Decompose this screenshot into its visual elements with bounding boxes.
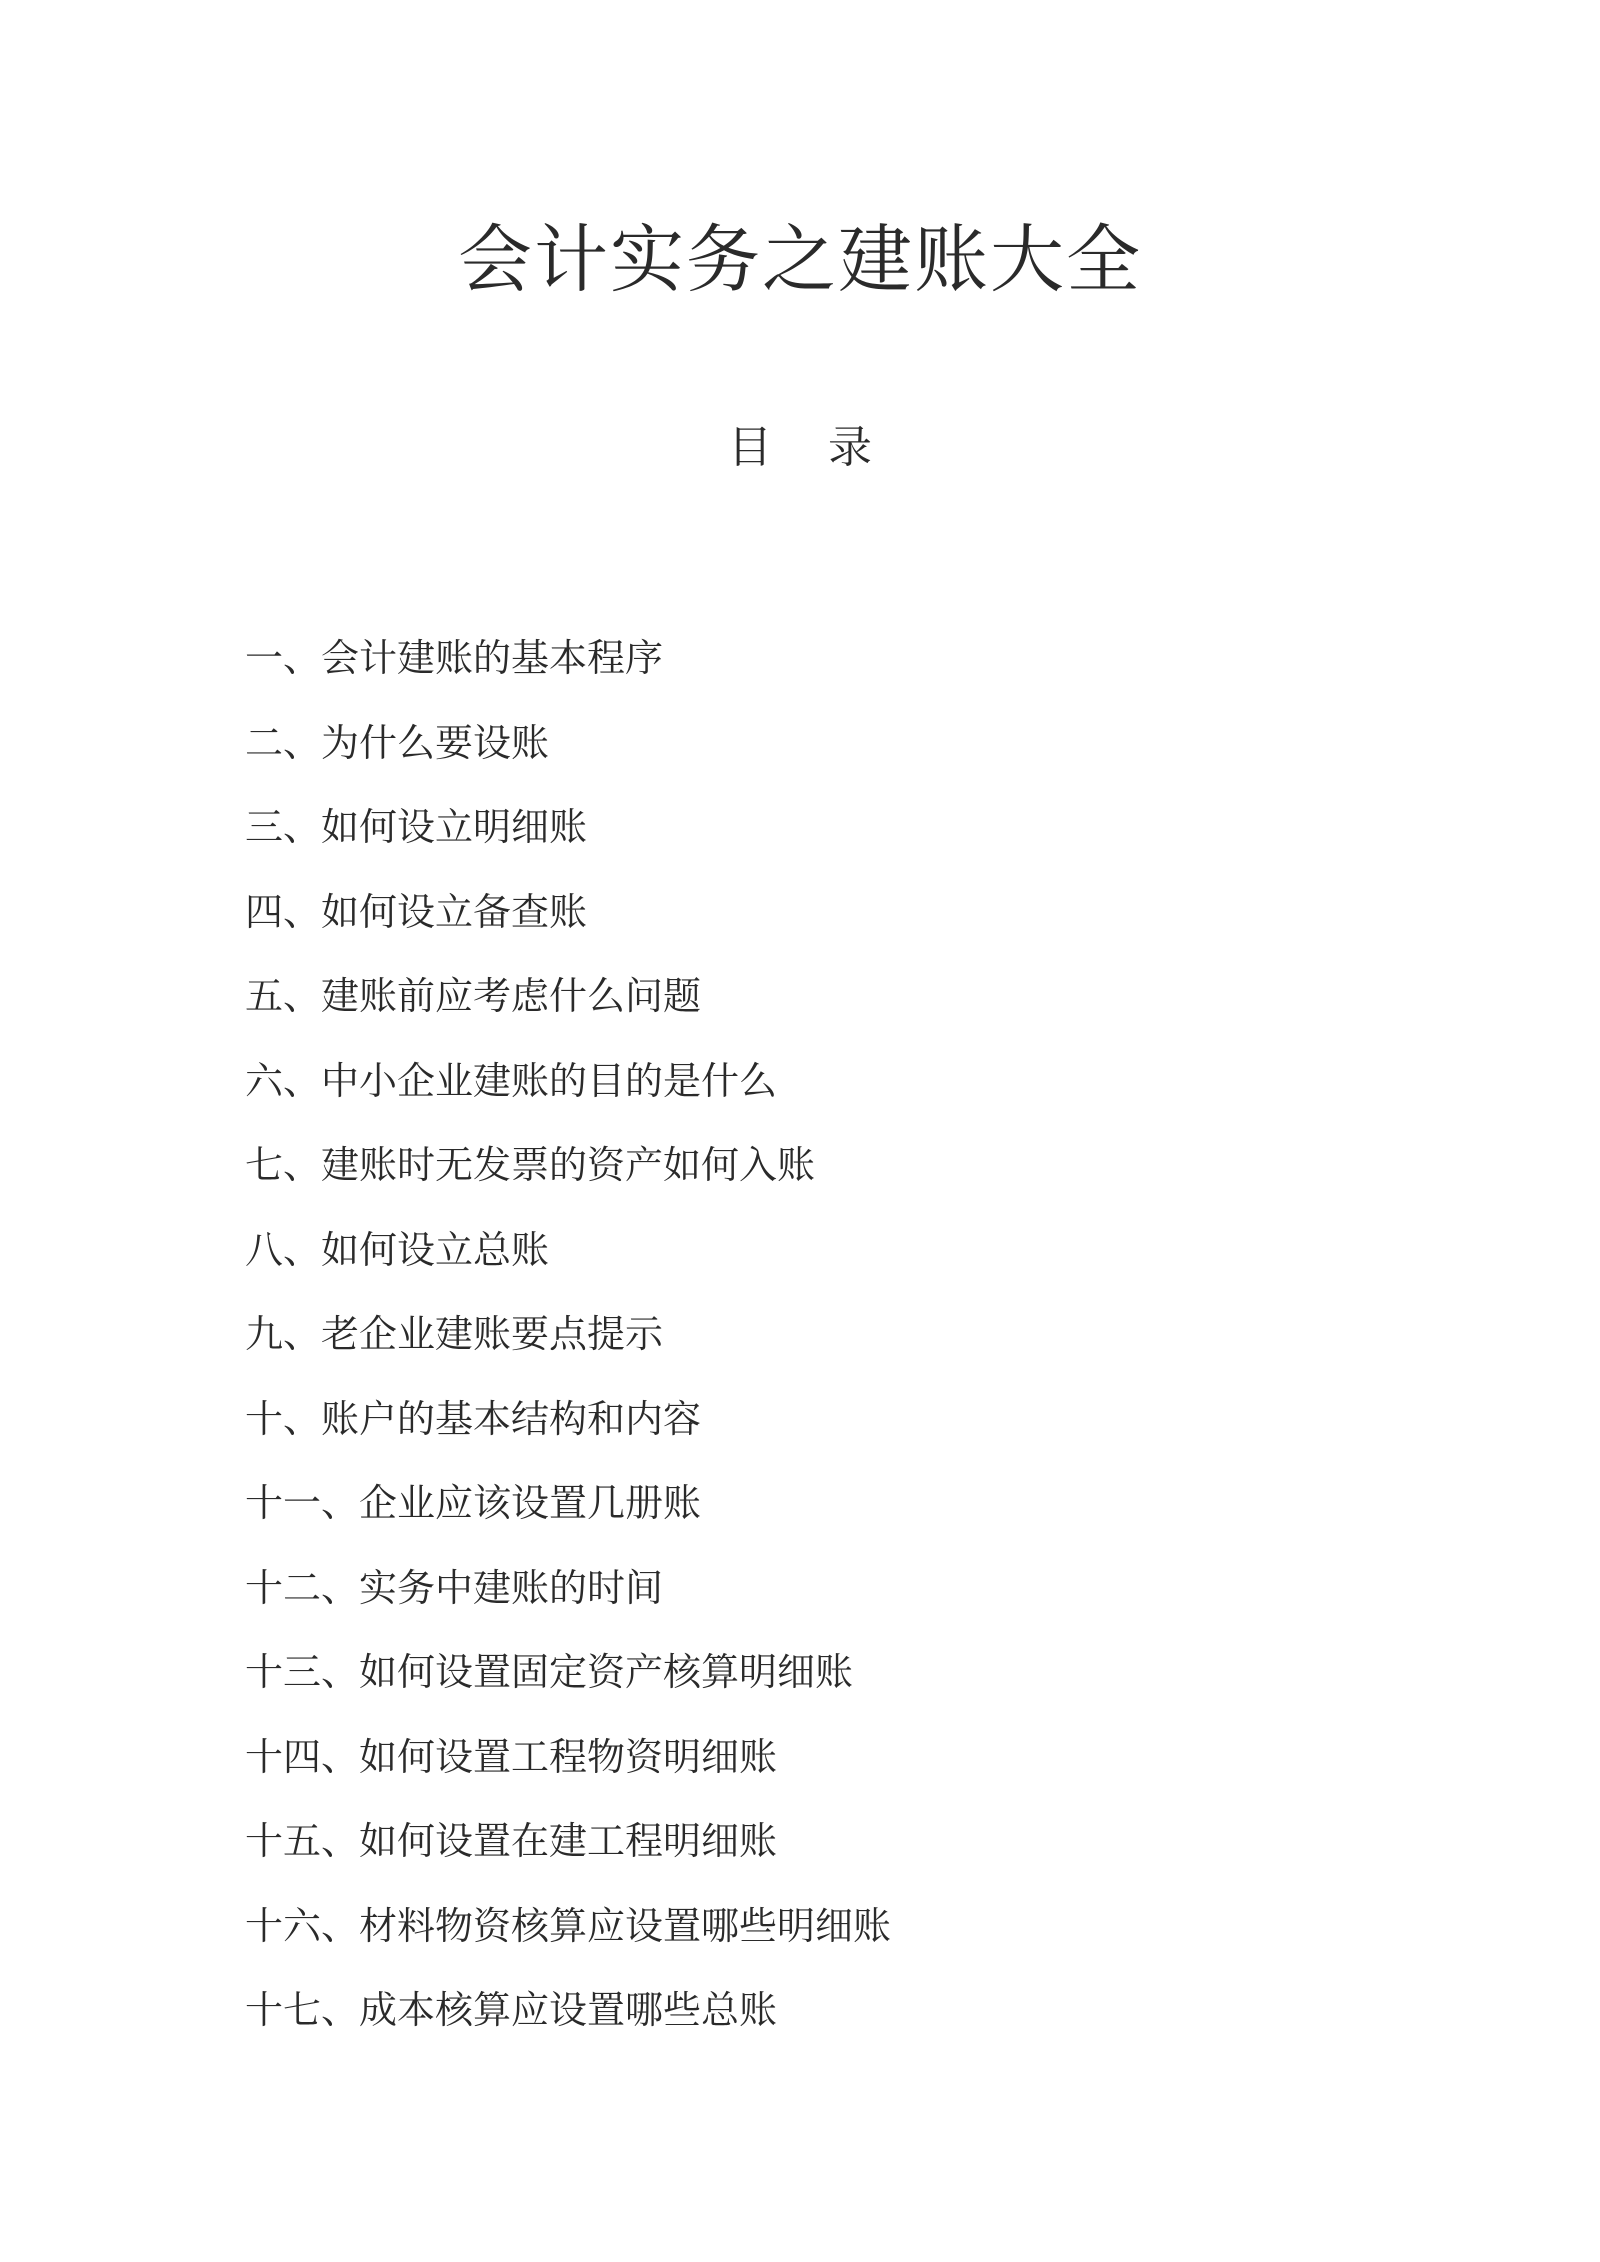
toc-item: 一、会计建账的基本程序: [245, 636, 664, 680]
toc-item: 五、建账前应考虑什么问题: [245, 974, 702, 1018]
toc-item: 七、建账时无发票的资产如何入账: [245, 1143, 816, 1187]
toc-heading-right: 录: [828, 422, 872, 473]
toc-item: 九、老企业建账要点提示: [245, 1312, 664, 1356]
toc-item: 十三、如何设置固定资产核算明细账: [245, 1650, 854, 1694]
toc-item: 十一、企业应该设置几册账: [245, 1481, 702, 1525]
toc-item: 二、为什么要设账: [245, 720, 550, 765]
toc-item: 四、如何设立备查账: [245, 889, 588, 934]
toc-heading: [0, 418, 1600, 478]
toc-list: [245, 628, 891, 2065]
toc-item: 十七、成本核算应设置哪些总账: [245, 1988, 778, 2032]
toc-item: 八、如何设立总账: [245, 1227, 550, 1272]
toc-heading-left: 目: [728, 422, 772, 473]
toc-item: 十六、材料物资核算应设置哪些明细账: [245, 1903, 892, 1948]
toc-item: 十二、实务中建账的时间: [245, 1565, 664, 1610]
toc-item: 三、如何设立明细账: [245, 805, 588, 849]
toc-item: 十四、如何设置工程物资明细账: [245, 1734, 778, 1779]
document-title: 会计实务之建账大全: [458, 217, 1142, 303]
toc-item: 十、账户的基本结构和内容: [245, 1396, 702, 1441]
toc-item: 十五、如何设置在建工程明细账: [245, 1819, 778, 1863]
toc-item: 六、中小企业建账的目的是什么: [245, 1058, 778, 1103]
